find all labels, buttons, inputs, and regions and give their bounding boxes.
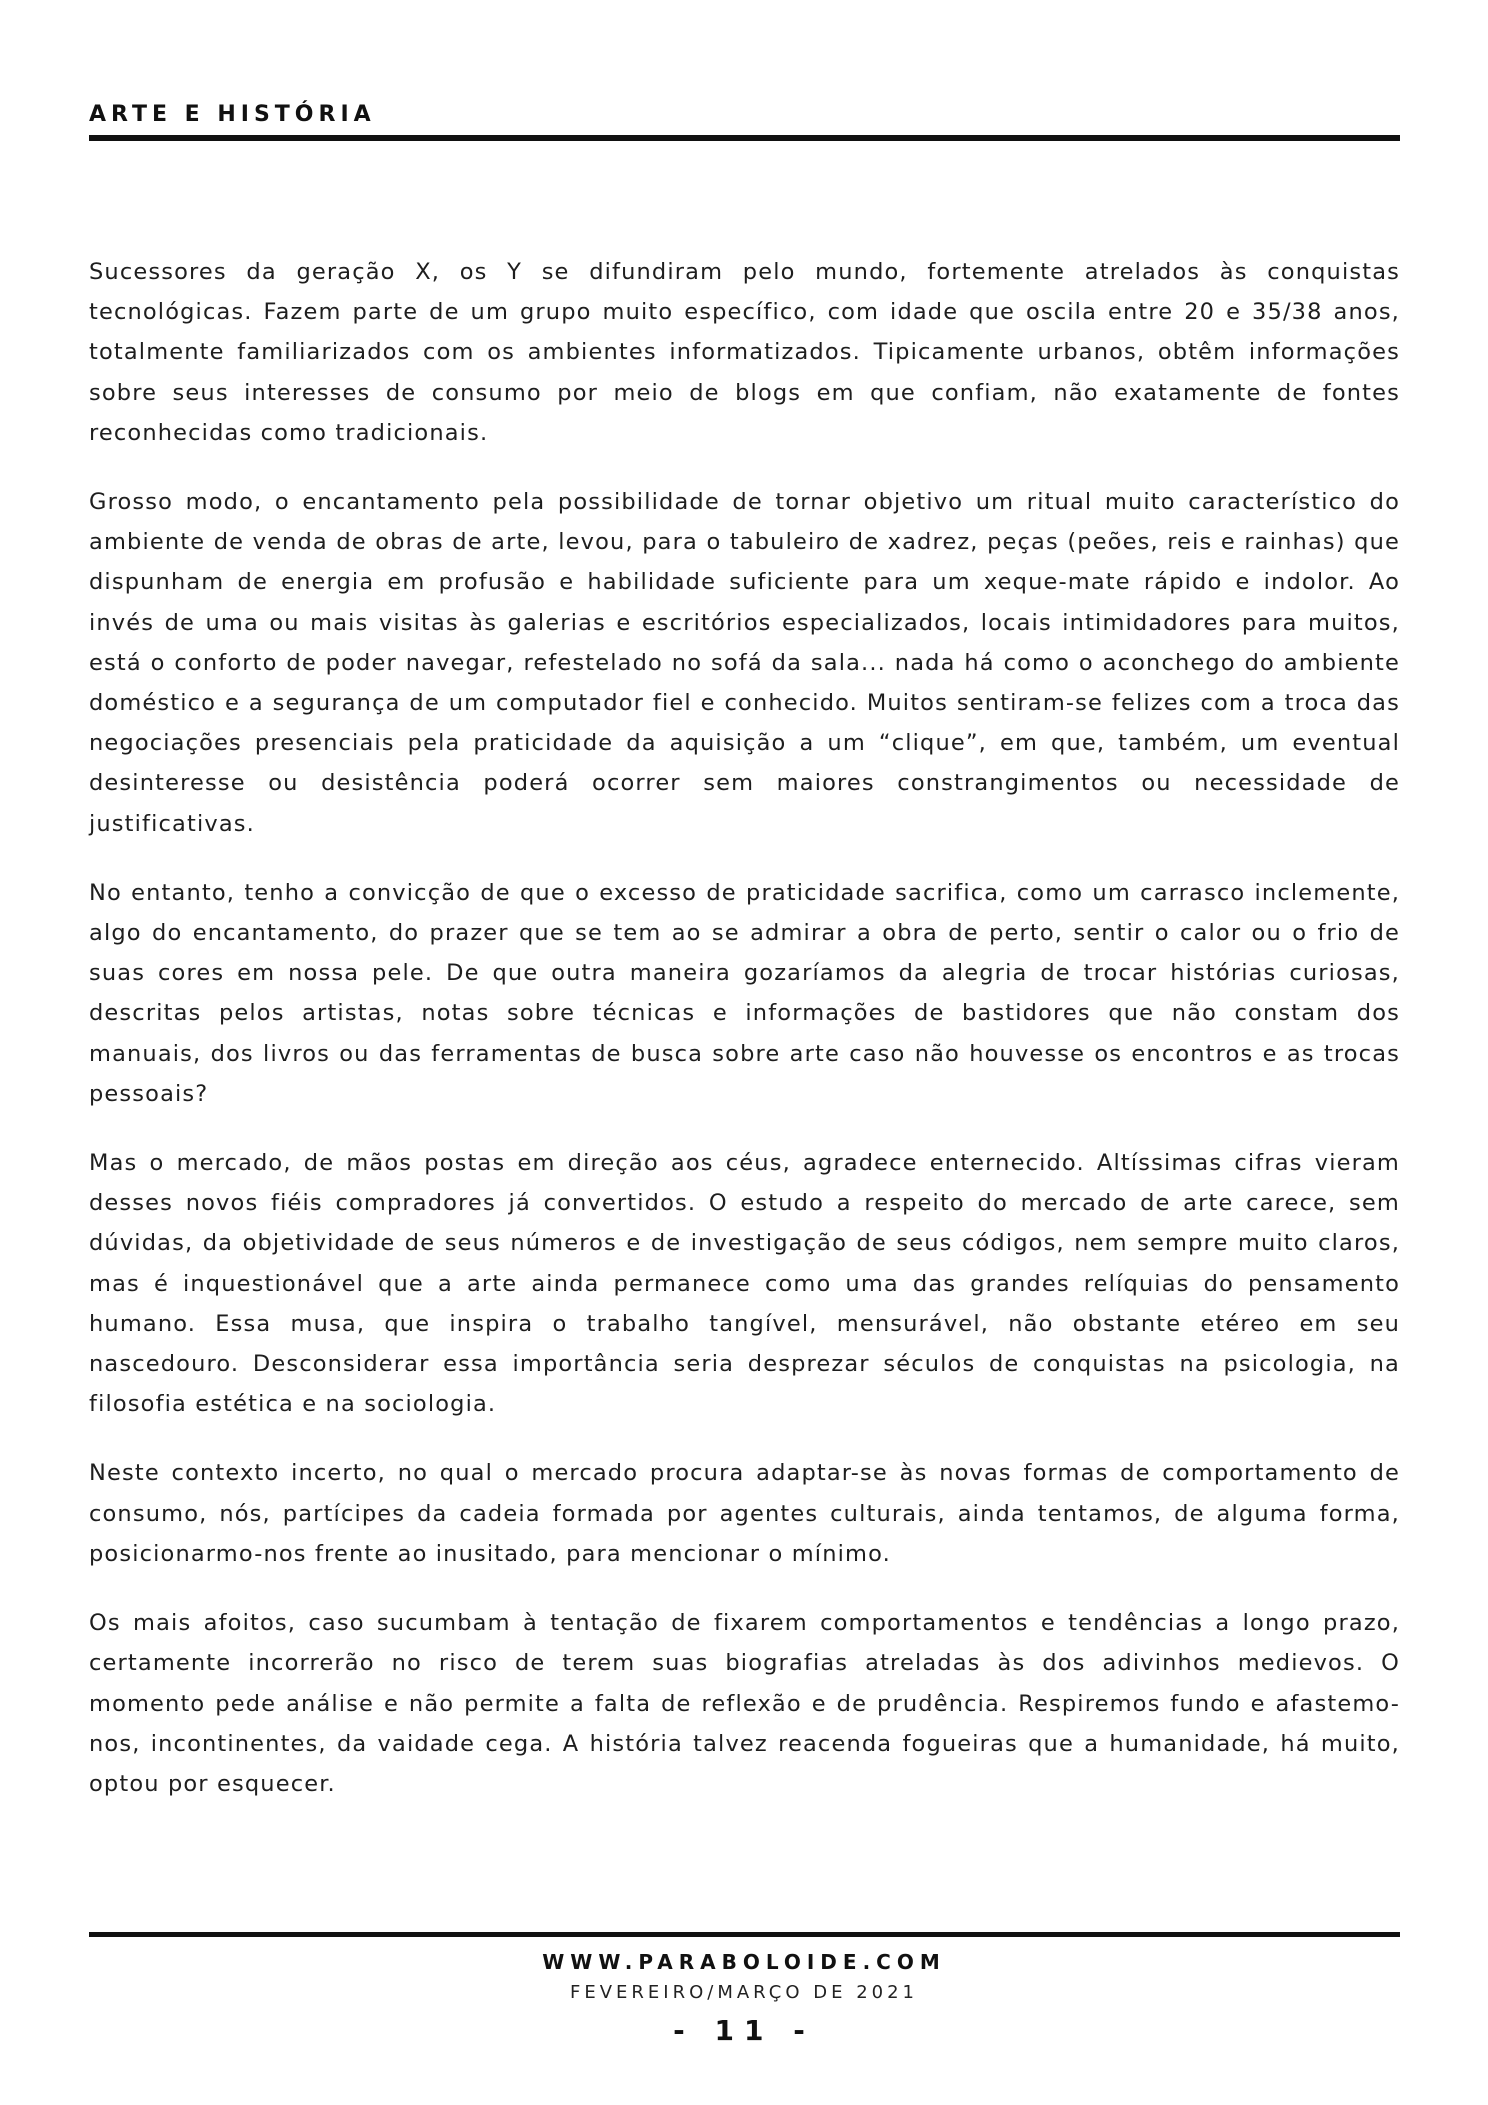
article-paragraph: Mas o mercado, de mãos postas em direção aos céus, agradece enternecido. Altíssimas cifras vieram desses novos fiéis compradores já convertidos. O estudo a respeito do mercado de arte carece, sem dúvidas, da objetividade de seus números e de investigação de seus códigos, nem sempre muito claros, mas é inquestionável que a arte ainda permanece como uma das grandes relíquias do pensamento humano. Essa musa, que inspira o trabalho tangível, mensurável, não obstante etéreo em seu nascedouro. Desconsiderar essa importância seria desprezar séculos de conquistas na psicologia, na filosofia estética e na sociologia. <box>89 1150 1400 1418</box>
page-number: - 11 - <box>673 2014 815 2047</box>
article-paragraph: Grosso modo, o encantamento pela possibilidade de tornar objetivo um ritual muito característico do ambiente de venda de obras de arte, levou, para o tabuleiro de xadrez, peças (peões, reis e rainhas) que dispunham de energia em profusão e habilidade suficiente para um xeque-mate rápido e indolor. Ao invés de uma ou mais visitas às galerias e escritórios especializados, locais intimidadores para muitos, está o conforto de poder navegar, refestelado no sofá da sala... nada há como o aconchego do ambiente doméstico e a segurança de um computador fiel e conhecido. Muitos sentiram-se felizes com a troca das negociações presenciais pela praticidade da aquisição a um “clique”, em que, também, um eventual desinteresse ou desistência poderá ocorrer sem maiores constrangimentos ou necessidade de justificativas. <box>89 489 1400 837</box>
article-paragraph: No entanto, tenho a convicção de que o excesso de praticidade sacrifica, como um carrasco inclemente, algo do encantamento, do prazer que se tem ao se admirar a obra de perto, sentir o calor ou o frio de suas cores em nossa pele. De que outra maneira gozaríamos da alegria de trocar histórias curiosas, descritas pelos artistas, notas sobre técnicas e informações de bastidores que não constam dos manuais, dos livros ou das ferramentas de busca sobre arte caso não houvesse os encontros e as trocas pessoais? <box>89 879 1400 1107</box>
footer-divider <box>89 1932 1400 1937</box>
article-paragraph: Sucessores da geração X, os Y se difundiram pelo mundo, fortemente atrelados às conquistas tecnológicas. Fazem parte de um grupo muito específico, com idade que oscila entre 20 e 35/38 anos, totalmente familiarizados com os ambientes informatizados. Tipicamente urbanos, obtêm informações sobre seus interesses de consumo por meio de blogs em que confiam, não exatamente de fontes reconhecidas como tradicionais. <box>89 259 1400 446</box>
article-body <box>89 252 1400 1833</box>
article-paragraph: Os mais afoitos, caso sucumbam à tentação de fixarem comportamentos e tendências a longo prazo, certamente incorrerão no risco de terem suas biografias atreladas às dos adivinhos medievos. O momento pede análise e não permite a falta de reflexão e de prudência. Respiremos fundo e afastemo-nos, incontinentes, da vaidade cega. A história talvez reacenda fogueiras que a humanidade, há muito, optou por esquecer. <box>89 1610 1400 1797</box>
section-title: ARTE E HISTÓRIA <box>89 102 376 127</box>
footer-website[interactable]: WWW.PARABOLOIDE.COM <box>542 1950 946 1974</box>
footer-issue-date: FEVEREIRO/MARÇO DE 2021 <box>569 1982 919 2003</box>
article-paragraph: Neste contexto incerto, no qual o mercado procura adaptar-se às novas formas de comportamento de consumo, nós, partícipes da cadeia formada por agentes culturais, ainda tentamos, de alguma forma, posicionarmo-nos frente ao inusitado, para mencionar o mínimo. <box>89 1460 1400 1567</box>
header-divider <box>89 135 1400 141</box>
